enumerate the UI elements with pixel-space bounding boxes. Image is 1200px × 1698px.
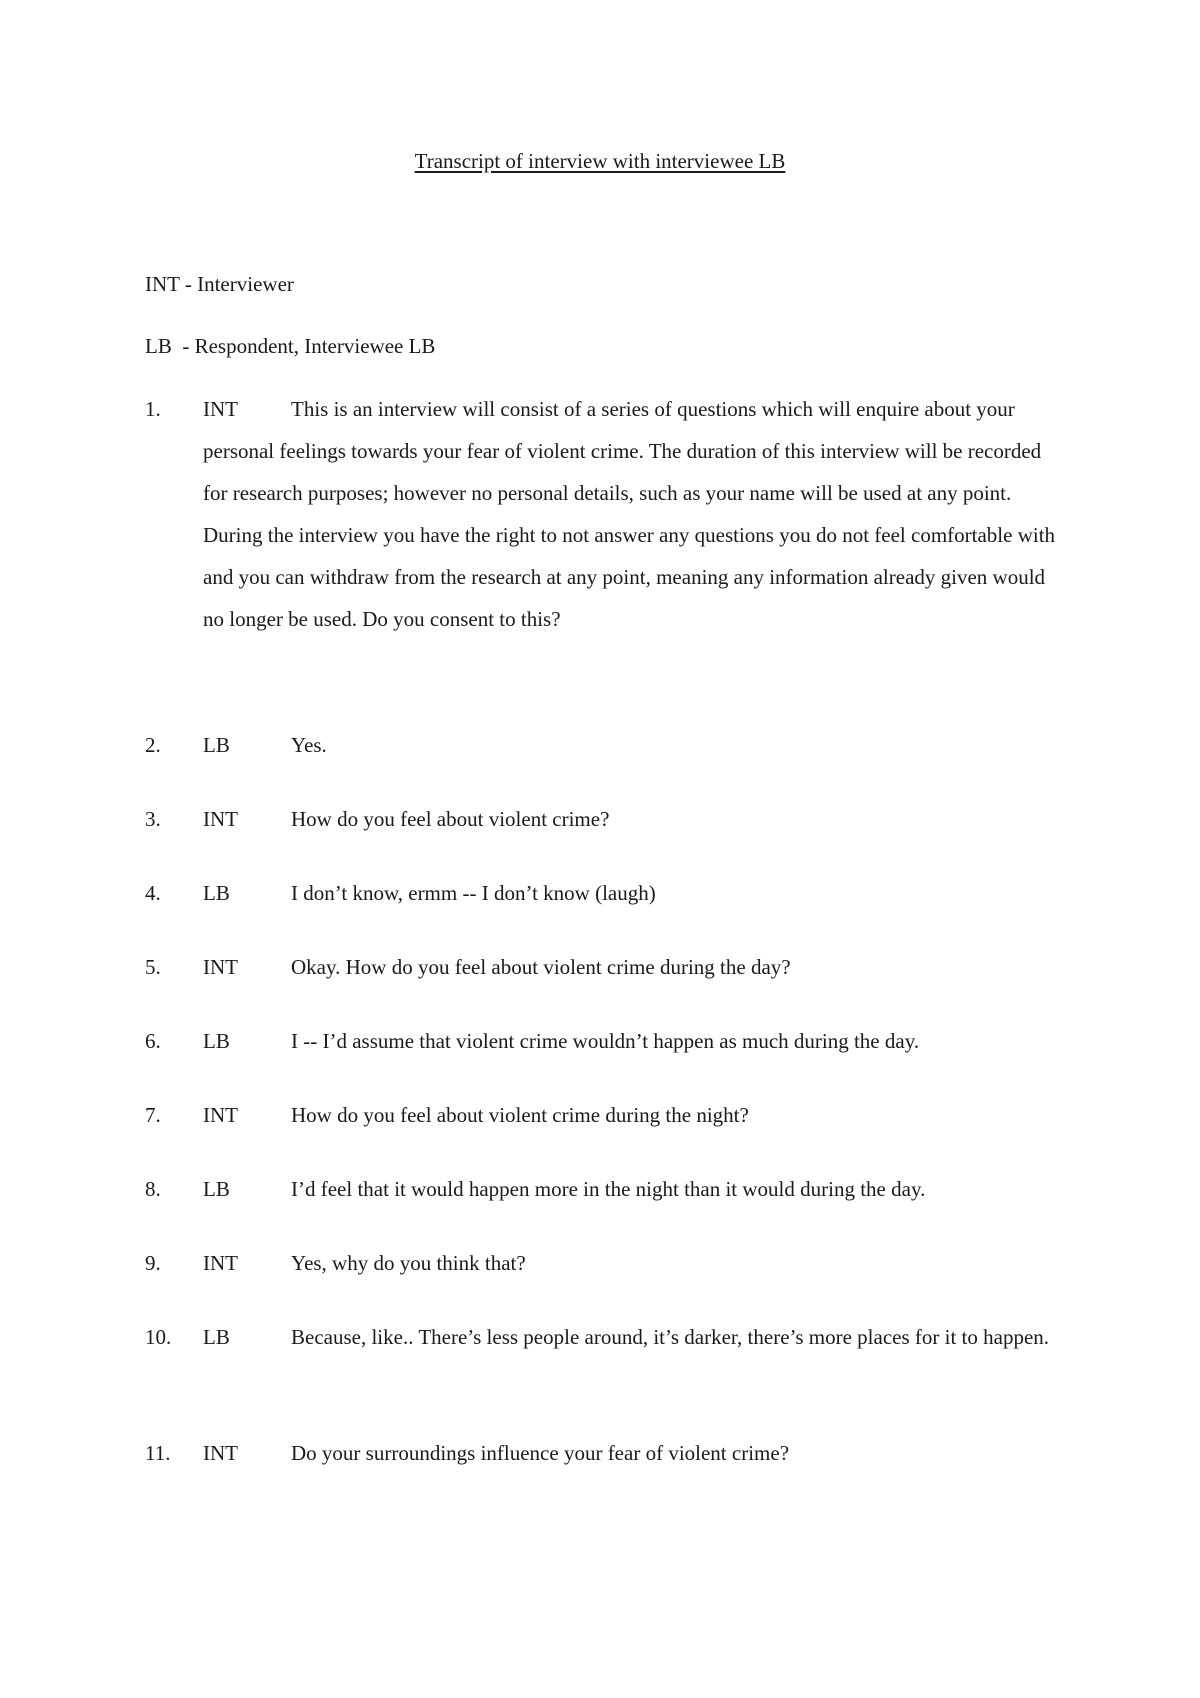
entry-number: 10. xyxy=(145,1325,172,1349)
key-interviewer: INT - Interviewer xyxy=(145,272,294,296)
entry-speaker: INT xyxy=(203,807,238,831)
entry-text: How do you feel about violent crime during the night? xyxy=(291,1103,749,1127)
entry-speaker: INT xyxy=(203,397,238,421)
entry-speaker: INT xyxy=(203,1441,238,1465)
entry-text: Yes, why do you think that? xyxy=(291,1251,526,1275)
entry-number: 8. xyxy=(145,1177,161,1201)
entry-speaker: LB xyxy=(203,1325,230,1349)
document-title: Transcript of interview with interviewee LB xyxy=(414,149,786,173)
entry-text: I don’t know, ermm -- I don’t know (laugh) xyxy=(291,881,656,905)
entry-number: 1. xyxy=(145,397,161,421)
entry-number: 7. xyxy=(145,1103,161,1127)
entry-text: I’d feel that it would happen more in the night than it would during the day. xyxy=(291,1177,926,1201)
entry-number: 5. xyxy=(145,955,161,979)
entry-speaker: LB xyxy=(203,1029,230,1053)
entry-speaker: INT xyxy=(203,1251,238,1275)
entry-speaker: LB xyxy=(203,1177,230,1201)
entry-number: 6. xyxy=(145,1029,161,1053)
entry-number: 11. xyxy=(145,1441,171,1465)
entry-speaker: INT xyxy=(203,955,238,979)
entry-speaker: LB xyxy=(203,881,230,905)
entry-text: I -- I’d assume that violent crime wouldn’t happen as much during the day. xyxy=(291,1029,920,1053)
entry-text: Okay. How do you feel about violent crime during the day? xyxy=(291,955,791,979)
entry-number: 3. xyxy=(145,807,161,831)
entry-text: Yes. xyxy=(291,733,327,757)
entry-text: Do your surroundings influence your fear of violent crime? xyxy=(291,1441,790,1465)
key-respondent: LB - Respondent, Interviewee LB xyxy=(145,334,436,358)
entry-number: 9. xyxy=(145,1251,161,1275)
entry-speaker: LB xyxy=(203,733,230,757)
entry-number: 4. xyxy=(145,881,161,905)
entry-text: How do you feel about violent crime? xyxy=(291,807,610,831)
entry-speaker: INT xyxy=(203,1103,238,1127)
entry-number: 2. xyxy=(145,733,161,757)
entry-text: Because, like.. There’s less people around, it’s darker, there’s more places for it to happen. xyxy=(291,1325,1050,1349)
entry-text: This is an interview will consist of a series of questions which will enquire about your personal feelings towards your fear of violent crime. The duration of this interview will be recorded for research purposes; however no personal details, such as your name will be used at any point. During the interview you have the right to not answer any questions you do not feel comfortable with and you can withdraw from the research at any point, meaning any information already given would no longer be used. Do you consent to this? xyxy=(203,397,1056,631)
